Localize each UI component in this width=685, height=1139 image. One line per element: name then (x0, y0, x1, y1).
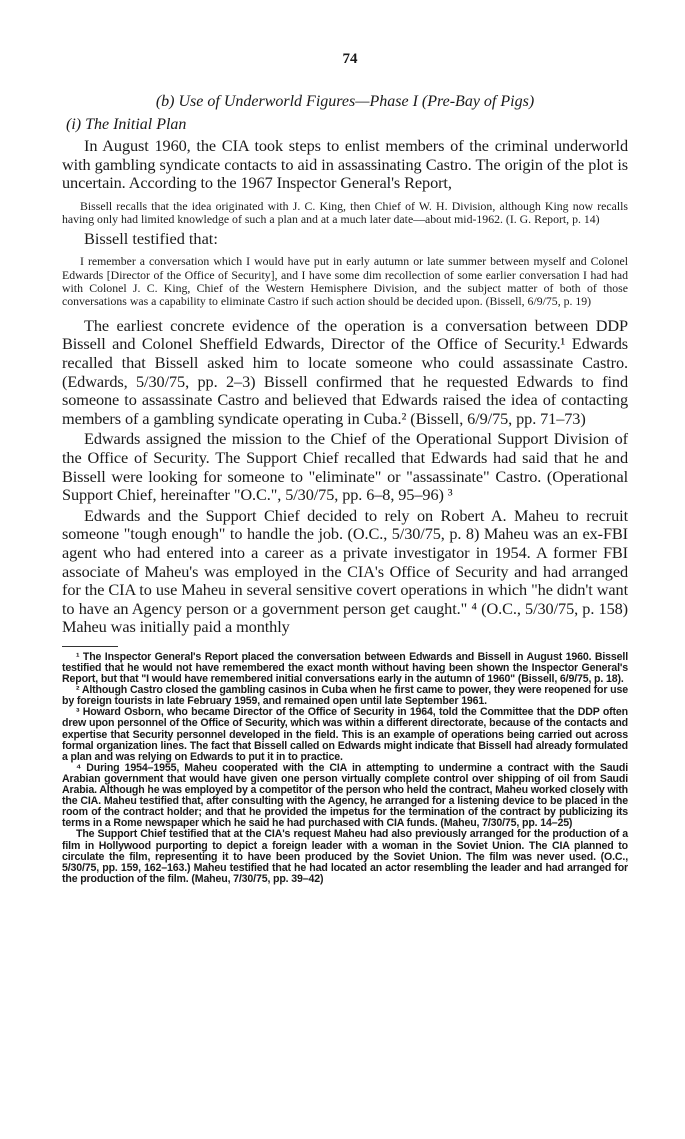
footnote: ¹ The Inspector General's Report placed the conversation between Edwards and Bissell in August 1960. Bissell testified that he would not have remembered the exact month without having been shown the Inspector General's Report, but that "I would have remembered initial conversations early in the autumn of 1960" (Bissell, 6/9/75, p. 18). (62, 650, 628, 686)
body-paragraph: Edwards and the Support Chief decided to rely on Robert A. Maheu to recruit someone "tough enough" to handle the job. (O.C., 5/30/75, p. 8) Maheu was an ex-FBI agent who had entered into a career as a private investigator in 1954. A former FBI associate of Maheu's was employed in the CIA's Office of Security and had arranged for the CIA to use Maheu in several sensitive covert operations in which "he didn't want to have an Agency person or a government person get caught." ⁴ (O.C., 5/30/75, p. 158) Maheu was initially paid a monthly (62, 505, 628, 637)
footnote-divider (62, 646, 118, 647)
body-paragraph: In August 1960, the CIA took steps to enlist members of the criminal underworld with gambling syndicate contacts to aid in assassinating Castro. The origin of the plot is uncertain. According to the 1967 Inspector General's Report, (62, 136, 628, 193)
footnote: ² Although Castro closed the gambling casinos in Cuba when he first came to power, they were reopened for use by foreign tourists in late February 1959, and remained open until late September 1961. (62, 684, 628, 708)
lead-in-text: Bissell testified that: (84, 228, 218, 248)
page-number: 74 (342, 51, 358, 67)
footnote: ⁴ During 1954–1955, Maheu cooperated with the CIA in attempting to undermine a contract with the Saudi Arabian government that would have given one person virtually complete control over shipping of oil from Saudi Arabia. Although he was employed by a competitor of the person who held the contract, Maheu worked closely with the CIA. Maheu testified that, after consulting with the Agency, he arranged for a listening device to be placed in the room of the contract holder; and that he provided the impetus for the termination of the contract by publicizing its terms in a Rome newspaper which he said he had purchased with CIA funds. (Maheu, 7/30/75, pp. 14–25) (62, 761, 628, 830)
section-heading: (b) Use of Underworld Figures—Phase I (Pre-Bay of Pigs) (155, 93, 535, 110)
document-page (62, 50, 628, 885)
block-quote: Bissell recalls that the idea originated with J. C. King, then Chief of W. H. Division, although King now recalls having only had limited knowledge of such a plan and at a much later date—about mid-1962. (I. G. Report, p. 14) (62, 198, 628, 227)
block-quote: I remember a conversation which I would have put in early autumn or late summer between myself and Colonel Edwards [Director of the Office of Security], and I have some dim recollection of some earlier conversation I had had with Colonel J. C. King, Chief of the Western Hemisphere Division, and the subject matter of both of those conversations was a capability to eliminate Castro if such action should be decided upon. (Bissell, 6/9/75, p. 19) (62, 254, 628, 309)
subsection-heading: (i) The Initial Plan (66, 116, 187, 133)
body-paragraph: Edwards assigned the mission to the Chief of the Operational Support Division of the Office of Security. The Support Chief recalled that Edwards had said that he and Bissell were looking for someone to "eliminate" or "assassinate" Castro. (Operational Support Chief, hereinafter "O.C.", 5/30/75, pp. 6–8, 95–96) ³ (62, 429, 628, 505)
footnote: The Support Chief testified that at the CIA's request Maheu had also previously arranged for the production of a film in Hollywood purporting to depict a foreign leader with a woman in the Soviet Union. The CIA planned to circulate the film, representing it to have been produced by the Soviet Union. The film was never used. (O.C., 5/30/75, pp. 159, 162–163.) Maheu testified that he had located an actor resembling the leader and had arranged for the production of the film. (Maheu, 7/30/75, pp. 39–42) (62, 828, 628, 885)
footnote: ³ Howard Osborn, who became Director of the Office of Security in 1964, told the Committee that the DDP often drew upon personnel of the Office of Security, which was within a different directorate, because of the contacts and expertise that Security personnel developed in the field. This is an example of operations being carried out across formal organization lines. The fact that Bissell called on Edwards might indicate that Bissell had already formulated a plan and was relying on Edwards to put it in to practice. (62, 706, 628, 763)
body-paragraph: The earliest concrete evidence of the operation is a conversation between DDP Bissell and Colonel Sheffield Edwards, Director of the Office of Security.¹ Edwards recalled that Bissell asked him to locate someone who could assassinate Castro. (Edwards, 5/30/75, pp. 2–3) Bissell confirmed that he requested Edwards to find someone to assassinate Castro and believed that Edwards raised the idea of contacting members of a gambling syndicate operating in Cuba.² (Bissell, 6/9/75, pp. 71–73) (62, 315, 628, 428)
